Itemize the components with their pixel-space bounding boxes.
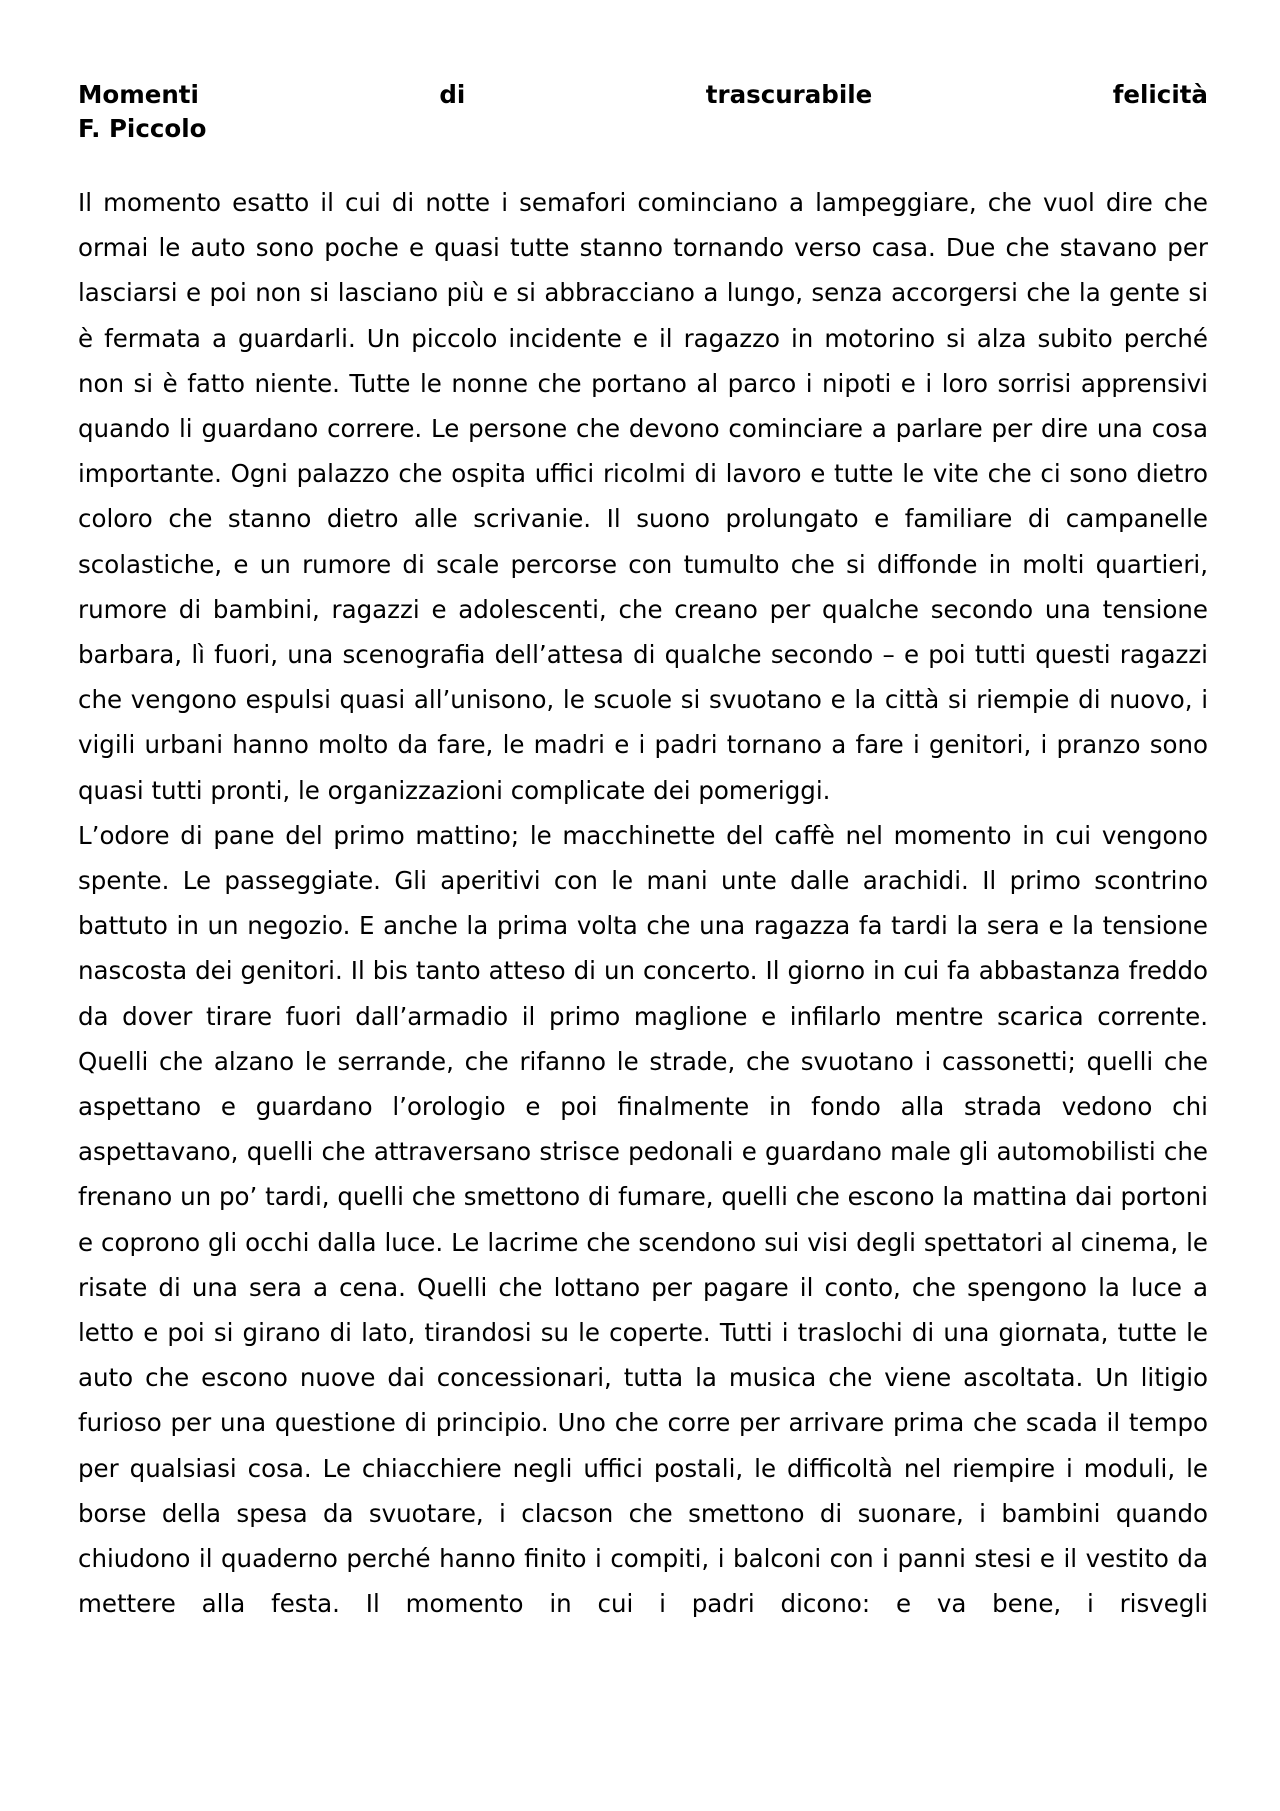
title-word: di: [439, 80, 466, 109]
document-title: [78, 78, 1208, 112]
document-body: [78, 180, 1208, 1627]
paragraph: L’odore di pane del primo mattino; le macchinette del caffè nel momento in cui vengono spente. Le passeggiate. Gli aperitivi con le mani unte dalle arachidi. Il primo scontrino battuto in un negozio. E anche la prima volta che una ragazza fa tardi la sera e la tensione nascosta dei genitori. Il bis tanto atteso di un concerto. Il giorno in cui fa abbastanza freddo da dover tirare fuori dall’armadio il primo maglione e infilarlo mentre scarica corrente. Quelli che alzano le serrande, che rifanno le strade, che svuotano i cassonetti; quelli che aspettano e guardano l’orologio e poi finalmente in fondo alla strada vedono chi aspettavano, quelli che attraversano strisce pedonali e guardano male gli automobilisti che frenano un po’ tardi, quelli che smettono di fumare, quelli che escono la mattina dai portoni e coprono gli occhi dalla luce. Le lacrime che scendono sui visi degli spettatori al cinema, le risate di una sera a cena. Quelli che lottano per pagare il conto, che spengono la luce a letto e poi si girano di lato, tirandosi su le coperte. Tutti i traslochi di una giornata, tutte le auto che escono nuove dai concessionari, tutta la musica che viene ascoltata. Un litigio furioso per una questione di principio. Uno che corre per arrivare prima che scada il tempo per qualsiasi cosa. Le chiacchiere negli uffici postali, le difficoltà nel riempire i moduli, le borse della spesa da svuotare, i clacson che smettono di suonare, i bambini quando chiudono il quaderno perché hanno finito i compiti, i balconi con i panni stesi e il vestito da mettere alla festa. Il momento in cui i padri dicono: e va bene, i risvegli: [78, 820, 1208, 1619]
paragraph: Il momento esatto il cui di notte i semafori cominciano a lampeggiare, che vuol dire che ormai le auto sono poche e quasi tutte stanno tornando verso casa. Due che stavano per lasciarsi e poi non si lasciano più e si abbracciano a lungo, senza accorgersi che la gente si è fermata a guardarli. Un piccolo incidente e il ragazzo in motorino si alza subito perché non si è fatto niente. Tutte le nonne che portano al parco i nipoti e i loro sorrisi apprensivi quando li guardano correre. Le persone che devono cominciare a parlare per dire una cosa importante. Ogni palazzo che ospita uffici ricolmi di lavoro e tutte le vite che ci sono dietro coloro che stanno dietro alle scrivanie. Il suono prolungato e familiare di campanelle scolastiche, e un rumore di scale percorse con tumulto che si diffonde in molti quartieri, rumore di bambini, ragazzi e adolescenti, che creano per qualche secondo una tensione barbara, lì fuori, una scenografia dell’attesa di qualche secondo – e poi tutti questi ragazzi che vengono espulsi quasi all’unisono, le scuole si svuotano e la città si riempie di nuovo, i vigili urbani hanno molto da fare, le madri e i padri tornano a fare i genitori, i pranzo sono quasi tutti pronti, le organizzazioni complicate dei pomeriggi.: [78, 188, 1208, 805]
document-author: F. Piccolo: [78, 114, 207, 143]
title-word: trascurabile: [705, 80, 873, 109]
title-word: Momenti: [78, 80, 199, 109]
document-page: [78, 78, 1208, 1627]
title-word: felicità: [1112, 80, 1208, 109]
